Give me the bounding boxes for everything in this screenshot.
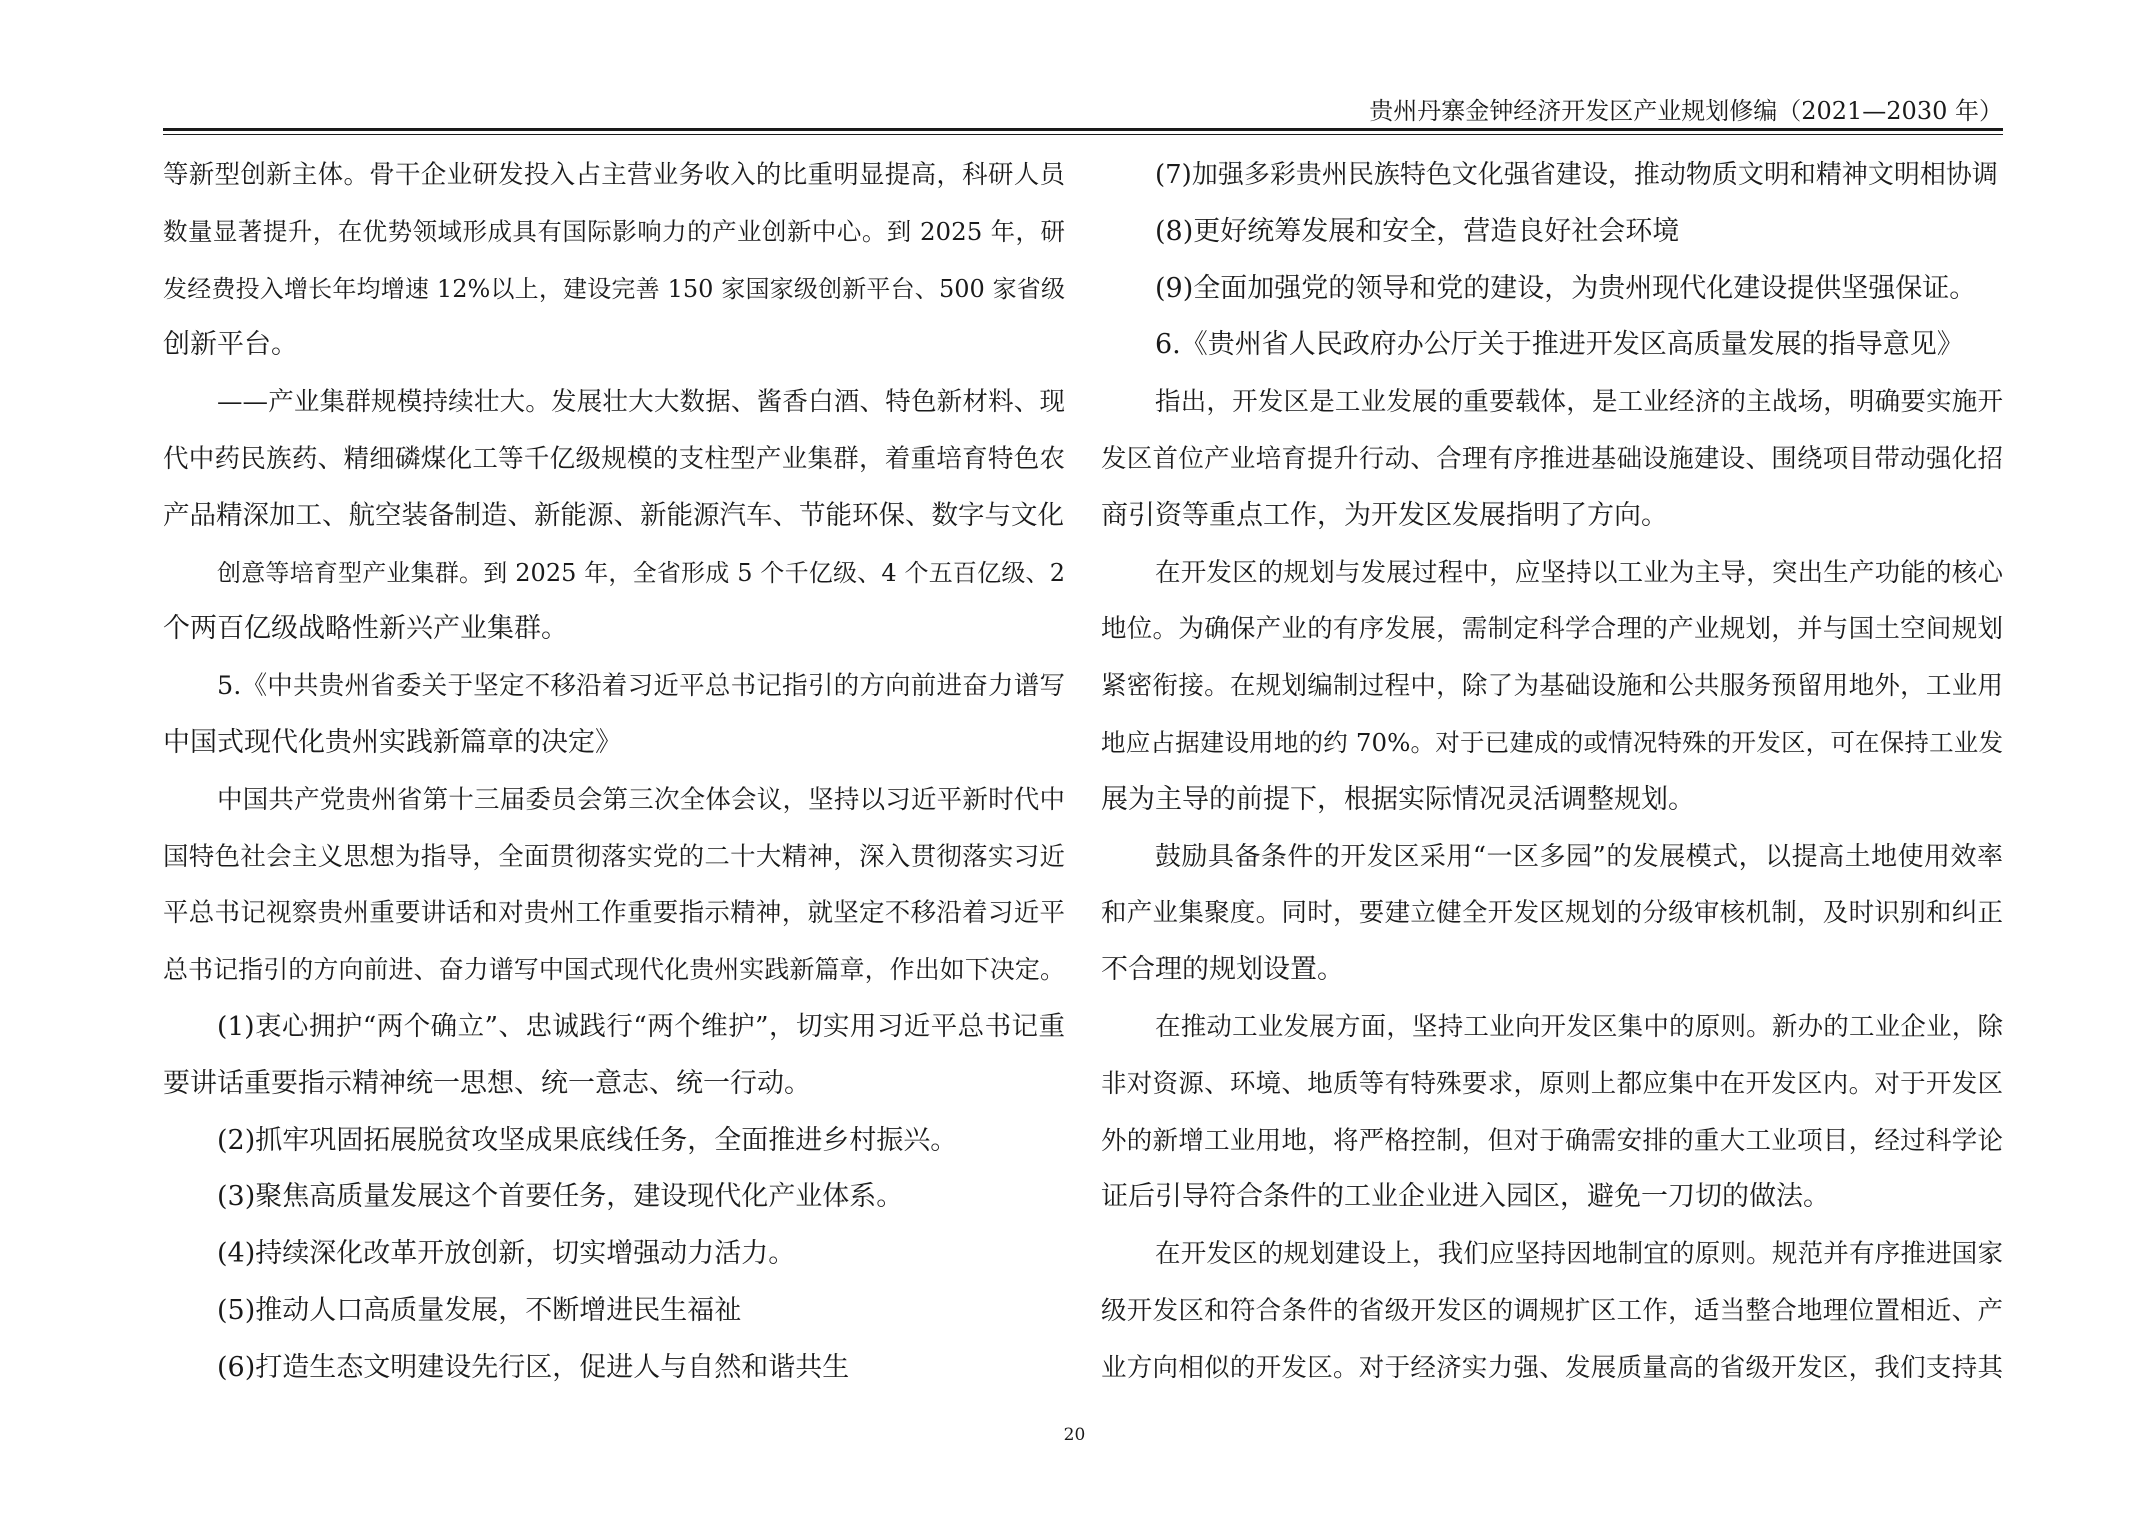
text-line: 中国式现代化贵州实践新篇章的决定》 — [163, 726, 622, 758]
right-text-column — [1101, 147, 2003, 1397]
text-line: (2)抓牢巩固拓展脱贫攻坚成果底线任务，全面推进乡村振兴。 — [217, 1124, 958, 1156]
text-line: (6)打造生态文明建设先行区，促进人与自然和谐共生 — [217, 1351, 850, 1383]
text-line: 要讲话重要指示精神统一思想、统一意志、统一行动。 — [163, 1067, 811, 1099]
text-line: (7)加强多彩贵州民族特色文化强省建设，推动物质文明和精神文明相协调 — [1155, 160, 1998, 190]
text-line: ——产业集群规模持续壮大。发展壮大大数据、酱香白酒、特色新材料、现 — [217, 387, 1065, 418]
text-line: (3)聚焦高质量发展这个首要任务，建设现代化产业体系。 — [217, 1181, 904, 1213]
text-line: 创新平台。 — [163, 329, 298, 361]
text-line: (8)更好统筹发展和安全，营造良好社会环境 — [1155, 215, 1680, 247]
text-line: 平总书记视察贵州重要讲话和对贵州工作重要指示精神，就坚定不移沿着习近平 — [163, 898, 1065, 929]
text-line: 中国共产党贵州省第十三届委员会第三次全体会议，坚持以习近平新时代中 — [217, 784, 1065, 815]
text-line: 创意等培育型产业集群。到 2025 年，全省形成 5 个千亿级、4 个五百亿级、2 — [217, 558, 1065, 587]
text-line: 商引资等重点工作，为开发区发展指明了方向。 — [1101, 499, 1668, 531]
text-line: 等新型创新主体。骨干企业研发投入占主营业务收入的比重明显提高，科研人员 — [163, 160, 1065, 190]
text-line: (1)衷心拥护“两个确立”、忠诚践行“两个维护”，切实用习近平总书记重 — [217, 1010, 1065, 1042]
text-line: 数量显著提升，在优势领域形成具有国际影响力的产业创新中心。到 2025 年，研 — [163, 216, 1065, 246]
text-line: 级开发区和符合条件的省级开发区的调规扩区工作，适当整合地理位置相近、产 — [1101, 1295, 2003, 1326]
text-line: 6.《贵州省人民政府办公厅关于推进开发区高质量发展的指导意见》 — [1155, 329, 1964, 361]
header-rule-thick — [163, 128, 2003, 131]
text-line: (5)推动人口高质量发展，不断增进民生福祉 — [217, 1294, 742, 1326]
page-number: 20 — [1063, 1425, 1086, 1445]
header-rule-thin — [163, 134, 2003, 135]
text-line: 地位。为确保产业的有序发展，需制定科学合理的产业规划，并与国土空间规划 — [1101, 614, 2003, 645]
running-header: 贵州丹寨金钟经济开发区产业规划修编（2021—2030 年） — [1369, 97, 2003, 125]
text-line: 紧密衔接。在规划编制过程中，除了为基础设施和公共服务预留用地外，工业用 — [1101, 671, 2003, 702]
text-line: 非对资源、环境、地质等有特殊要求，原则上都应集中在开发区内。对于开发区 — [1101, 1068, 2003, 1099]
text-line: 指出，开发区是工业发展的重要载体，是工业经济的主战场，明确要实施开 — [1155, 387, 2003, 418]
text-line: 证后引导符合条件的工业企业进入园区，避免一刀切的做法。 — [1101, 1181, 1830, 1213]
text-line: 业方向相似的开发区。对于经济实力强、发展质量高的省级开发区，我们支持其 — [1101, 1352, 2003, 1383]
text-line: 展为主导的前提下，根据实际情况灵活调整规划。 — [1101, 783, 1695, 815]
text-line: 在开发区的规划与发展过程中，应坚持以工业为主导，突出生产功能的核心 — [1155, 557, 2003, 588]
text-line: 鼓励具备条件的开发区采用“一区多园”的发展模式，以提高土地使用效率 — [1155, 841, 2003, 872]
text-line: 地应占据建设用地的约 70%。对于已建成的或情况特殊的开发区，可在保持工业发 — [1101, 727, 2003, 757]
text-line: 发区首位产业培育提升行动、合理有序推进基础设施建设、围绕项目带动强化招 — [1101, 443, 2003, 474]
text-line: 外的新增工业用地，将严格控制，但对于确需安排的重大工业项目，经过科学论 — [1101, 1125, 2003, 1156]
text-line: 5.《中共贵州省委关于坚定不移沿着习近平总书记指引的方向前进奋力谱写 — [217, 671, 1065, 702]
text-line: (4)持续深化改革开放创新，切实增强动力活力。 — [217, 1238, 796, 1270]
text-line: 个两百亿级战略性新兴产业集群。 — [163, 613, 568, 645]
text-line: 发经费投入增长年均增速 12%以上，建设完善 150 家国家级创新平台、500 家省级 — [163, 274, 1065, 303]
left-text-column — [163, 147, 1065, 1397]
text-line: 产品精深加工、航空装备制造、新能源、新能源汽车、节能环保、数字与文化 — [163, 499, 1064, 531]
text-line: 不合理的规划设置。 — [1101, 954, 1344, 986]
text-line: 在推动工业发展方面，坚持工业向开发区集中的原则。新办的工业企业，除 — [1155, 1011, 2003, 1042]
text-line: 总书记指引的方向前进、奋力谱写中国式现代化贵州实践新篇章，作出如下决定。 — [163, 955, 1065, 985]
text-line: 在开发区的规划建设上，我们应坚持因地制宜的原则。规范并有序推进国家 — [1155, 1239, 2003, 1270]
text-line: (9)全面加强党的领导和党的建设，为贵州现代化建设提供坚强保证。 — [1155, 272, 1977, 304]
text-line: 和产业集聚度。同时，要建立健全开发区规划的分级审核机制，及时识别和纠正 — [1101, 898, 2003, 929]
text-line: 代中药民族药、精细磷煤化工等千亿级规模的支柱型产业集群，着重培育特色农 — [163, 443, 1065, 474]
text-line: 国特色社会主义思想为指导，全面贯彻落实党的二十大精神，深入贯彻落实习近 — [163, 841, 1065, 872]
